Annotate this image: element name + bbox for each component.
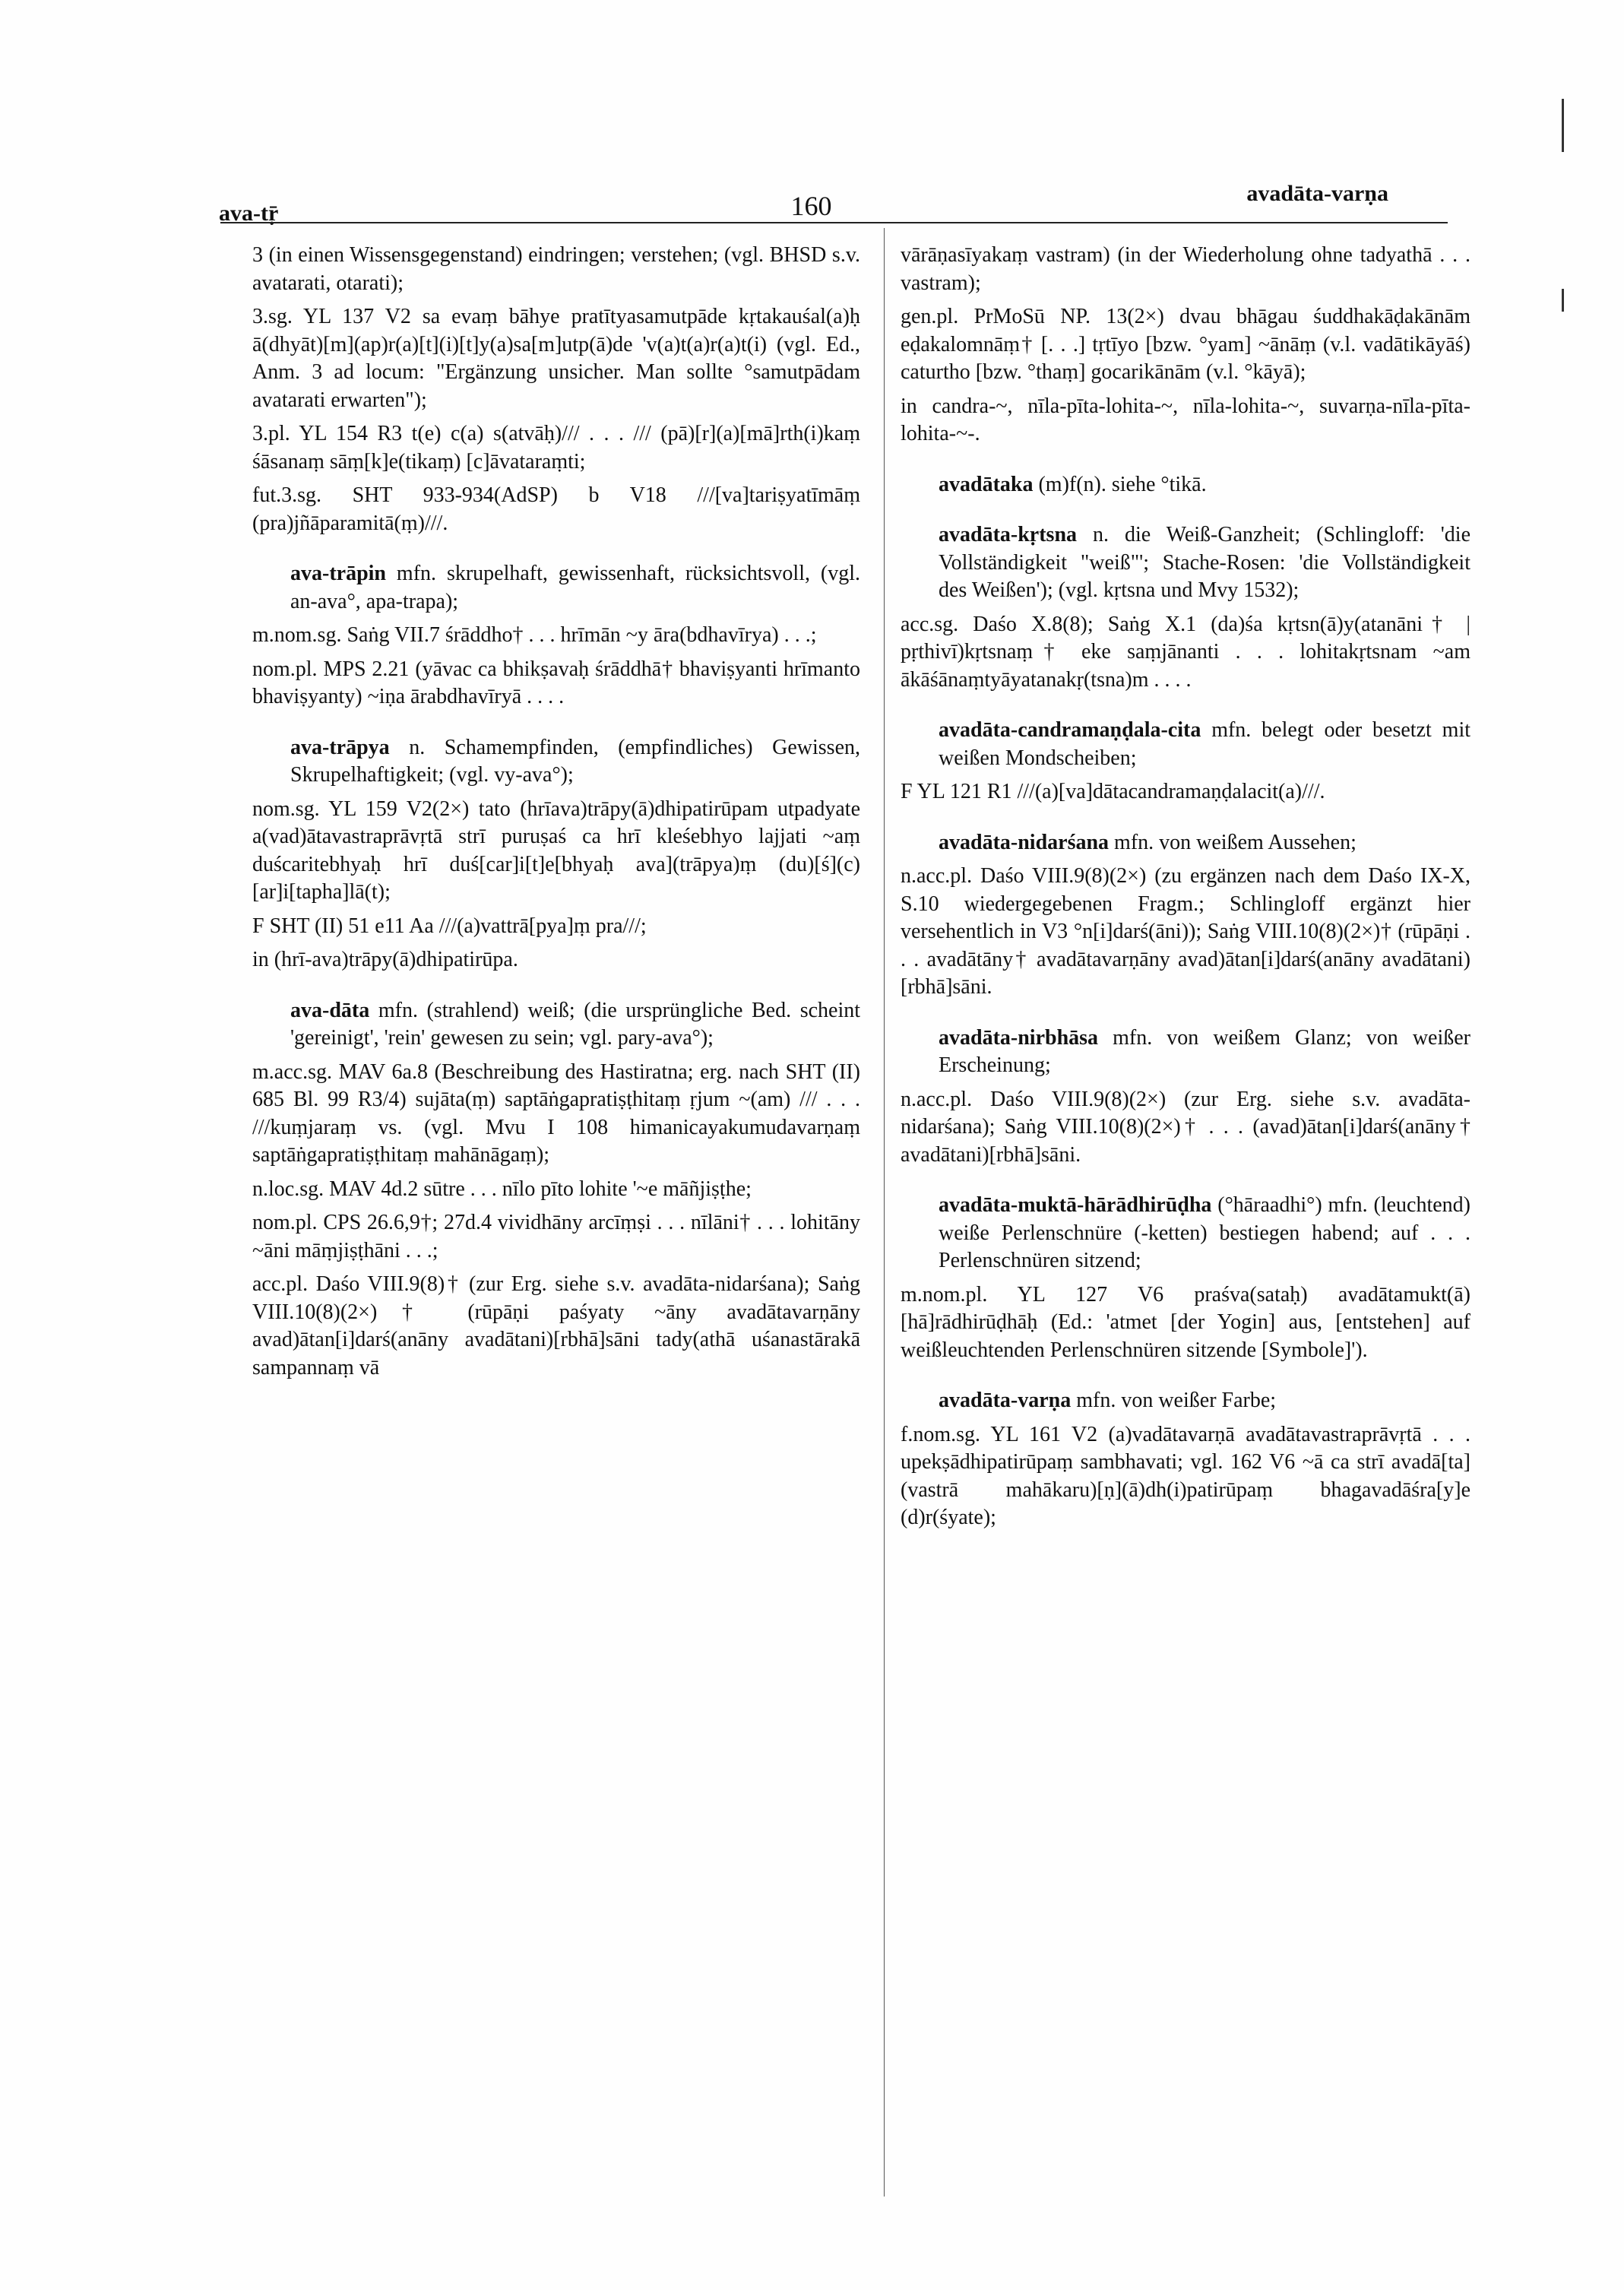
- header-right-catchword: avadāta-varṇa: [1246, 181, 1388, 206]
- lemma: avadāta-varṇa: [939, 1389, 1072, 1412]
- entry-gap: [901, 1008, 1470, 1025]
- dictionary-citation: [901, 863, 1470, 1002]
- entry-text: mfn. (strahlend) weiß; (die ursprüngliche Bed. scheint 'gereinigt', 'rein' gewesen zu sein; vgl. pary-ava°);: [290, 998, 860, 1050]
- lemma: avadāta-candramaṇḍala-cita: [939, 718, 1201, 742]
- dictionary-citation: [252, 303, 860, 414]
- dictionary-entry-head: [901, 521, 1470, 605]
- dictionary-entry-head: [901, 1192, 1470, 1275]
- dictionary-citation: [901, 1086, 1470, 1170]
- page-header: [188, 173, 1434, 226]
- dictionary-entry-head: [252, 560, 860, 616]
- entry-text: m.acc.sg. MAV 6a.8 (Beschreibung des Hastiratna; erg. nach SHT (II) 685 Bl. 99 R3/4) sujāta(ṃ) saptāṅgapratiṣṭhitaṃ ṛjum ~(am) /// . . . ///kuṃjaraṃ vs. (vgl. Mvu I 108 himanicayakumudavarṇaṃ saptāṅgapratiṣṭhitaṃ mahānāgaṃ);: [252, 1059, 860, 1167]
- lemma: avadāta-kṛtsna: [939, 523, 1078, 546]
- margin-mark: [1562, 289, 1564, 312]
- dictionary-citation: [252, 420, 860, 476]
- entry-text: 3.sg. YL 137 V2 sa evaṃ bāhye pratītyasamutpāde kṛtakauśal(a)ḥ ā(dhyāt)[m](ap)r(a)[t](i)[t]y(a)sa[m]utp(ā)de 'v(a)t(a)r(a)t(i) (vgl. Ed., Anm. 3 ad locum: "Ergänzung unsicher. Man sollte °samutpādam avatarati erwarten");: [252, 305, 860, 412]
- column-divider: [884, 228, 885, 2197]
- margin-mark: [1562, 99, 1564, 152]
- entry-text: 3.pl. YL 154 R3 t(e) c(a) s(atvāḥ)/// . . . /// (pā)[r](a)[mā]rth(i)kaṃ śāsanaṃ sāṃ[k]e(tikaṃ) [c]āvataraṃti;: [252, 422, 860, 474]
- dictionary-citation: [252, 242, 860, 297]
- entry-text: n.acc.pl. Daśo VIII.9(8)(2×) (zur Erg. siehe s.v. avadāta-nidarśana); Saṅg VIII.10(8)(2×)† . . . (avad)ātan[i]darś(anāny† avadātani)[rbhā]sāni.: [901, 1087, 1470, 1167]
- entry-gap: [252, 980, 860, 997]
- lemma: avadātaka: [939, 472, 1034, 496]
- dictionary-citation: [252, 796, 860, 907]
- entry-gap: [901, 505, 1470, 521]
- entry-gap: [901, 455, 1470, 471]
- dictionary-entry-head: [901, 1387, 1470, 1415]
- entry-gap: [252, 543, 860, 560]
- lemma: ava-dāta: [290, 998, 370, 1022]
- dictionary-citation: [252, 622, 860, 650]
- entry-text: mfn. von weißem Glanz; von weißer Erscheinung;: [939, 1025, 1471, 1077]
- entry-text: F SHT (II) 51 e11 Aa ///(a)vattrā[pya]ṃ pra///;: [252, 914, 647, 938]
- dictionary-citation: [901, 303, 1470, 387]
- entry-text: m.nom.sg. Saṅg VII.7 śrāddho† . . . hrīmān ~y āra(bdhavīrya) . . .;: [252, 623, 817, 647]
- dictionary-entry-head: [901, 1025, 1470, 1080]
- dictionary-citation: [901, 393, 1470, 448]
- page-number: 160: [790, 191, 832, 221]
- entry-text: fut.3.sg. SHT 933-934(AdSP) b V18 ///[va]tariṣyatīmāṃ (pra)jñāparamitā(ṃ)///.: [252, 483, 860, 535]
- entry-text: vārāṇasīyakaṃ vastram) (in der Wiederholung ohne tadyathā . . . vastram);: [901, 243, 1470, 295]
- dictionary-citation: [252, 1176, 860, 1204]
- dictionary-citation: [252, 656, 860, 711]
- entry-text: (m)f(n). siehe °tikā.: [1038, 472, 1207, 496]
- entry-text: acc.pl. Daśo VIII.9(8)† (zur Erg. siehe s.v. avadāta-nidarśana); Saṅg VIII.10(8)(2×)† (rūpāṇi paśyaty ~āny avadātavarṇāny avad)ātan[i]darś(anāny avadātani)[rbhā]sāni tady(athā uśanastārakā sampannaṃ vā: [252, 1272, 860, 1379]
- entry-text: mfn. von weißer Farbe;: [1076, 1389, 1277, 1412]
- entry-text: gen.pl. PrMoSū NP. 13(2×) dvau bhāgau śuddhakāḍakānām eḍakalomnāṃ† [. . .] tṛtīyo [bzw. °yam] ~ānāṃ (v.l. vadātikāyāś) caturtho [bzw. °thaṃ] gocarikānām (v.l. °kāyā);: [901, 305, 1470, 384]
- left-column: [252, 242, 860, 1388]
- entry-gap: [901, 812, 1470, 829]
- header-rule: [220, 222, 1448, 223]
- entry-text: nom.pl. CPS 26.6,9†; 27d.4 vividhāny arcīṃṣi . . . nīlāni† . . . lohitāny ~āni māṃjiṣṭhāni . . .;: [252, 1211, 860, 1262]
- entry-text: nom.pl. MPS 2.21 (yāvac ca bhikṣavaḥ śrāddhā† bhaviṣyanti hrīmanto bhaviṣyanty) ~iṇa ārabdhavīryā . . . .: [252, 657, 860, 708]
- dictionary-citation: [901, 1281, 1470, 1365]
- entry-text: 3 (in einen Wissensgegenstand) eindringen; verstehen; (vgl. BHSD s.v. avatarati, otarati);: [252, 243, 860, 295]
- right-column: [901, 242, 1470, 1538]
- entry-text: mfn. von weißem Aussehen;: [1114, 830, 1356, 854]
- dictionary-citation: [252, 1059, 860, 1170]
- dictionary-citation: [252, 1271, 860, 1382]
- lemma: avadāta-nirbhāsa: [939, 1025, 1099, 1050]
- entry-text: f.nom.sg. YL 161 V2 (a)vadātavarṇā avadātavastraprāvṛtā . . . upekṣādhipatirūpaṃ sambhavati; vgl. 162 V6 ~ā ca strī avadā[ta](vastrā mahākaru)[ṇ](ā)dh(i)patirūpaṃ bhagavadāśra[y]e (d)r(śyate);: [901, 1422, 1470, 1529]
- lemma: avadāta-nidarśana: [939, 830, 1110, 854]
- entry-text: (°hāraadhi°) mfn. (leuchtend) weiße Perlenschnüre (-ketten) bestiegen habend; auf . . . Perlenschnüren sitzend;: [939, 1193, 1470, 1272]
- entry-text: F YL 121 R1 ///(a)[va]dātacandramaṇḍalacit(a)///.: [901, 780, 1325, 803]
- entry-text: n.acc.pl. Daśo VIII.9(8)(2×) (zu ergänzen nach dem Daśo IX-X, S.10 wiedergegebenen Fragm.; Schlingloff ergänzt hier versehentlich in V3 °n[i]darś(āni)); Saṅg VIII.10(8)(2×)† (rūpāṇi . . . avadātāny† avadātavarṇāny avad)ātan[i]darś(anāny avadātani)[rbhā]sāni.: [901, 864, 1470, 999]
- entry-gap: [252, 717, 860, 734]
- dictionary-entry-head: [901, 829, 1470, 857]
- dictionary-entry-head: [901, 471, 1470, 499]
- entry-gap: [901, 700, 1470, 717]
- entry-text: in candra-~, nīla-pīta-lohita-~, nīla-lohita-~, suvarṇa-nīla-pīta-lohita-~-.: [901, 394, 1470, 445]
- dictionary-citation: [252, 946, 860, 974]
- header-left-catchword: ava-tṝ: [219, 201, 279, 226]
- entry-text: mfn. skrupelhaft, gewissenhaft, rücksichtsvoll, (vgl. an-ava°, apa-trapa);: [290, 562, 861, 613]
- dictionary-citation: [901, 778, 1470, 806]
- entry-text: in (hrī-ava)trāpy(ā)dhipatirūpa.: [252, 948, 518, 971]
- dictionary-citation: [252, 913, 860, 941]
- dictionary-citation: [901, 1421, 1470, 1532]
- lemma: avadāta-muktā-hārādhirūḍha: [939, 1193, 1212, 1217]
- entry-text: acc.sg. Daśo X.8(8); Saṅg X.1 (da)śa kṛtsn(ā)y(atanāni† | pṛthivī)kṛtsnaṃ† eke saṃjānanti . . . lohitakṛtsnam ~am ākāśānaṃtyāyatanakṛ(tsna)m . . . .: [901, 612, 1470, 692]
- entry-text: nom.sg. YL 159 V2(2×) tato (hrīava)trāpy(ā)dhipatirūpam utpadyate a(vad)ātavastraprāvṛtā strī puruṣaś ca hrī kleśebhyo lajjati ~aṃ duścaritebhyaḥ hrī duś[car]i[t]e[bhyaḥ ava](trāpya)ṃ (du)[ś](c)[ar]i[tapha]lā(t);: [252, 797, 860, 904]
- dictionary-citation: [901, 242, 1470, 297]
- dictionary-citation: [252, 482, 860, 537]
- entry-text: m.nom.pl. YL 127 V6 praśva(sataḥ) avadātamukt(ā)[hā]rādhirūḍhāḥ (Ed.: 'atmet [der Yogin] aus, [entstehen] auf weißleuchtenden Perlenschnüren sitzende [Symbole]').: [901, 1282, 1470, 1362]
- dictionary-citation: [901, 611, 1470, 695]
- entry-text: mfn. belegt oder besetzt mit weißen Mondscheiben;: [939, 718, 1470, 770]
- dictionary-entry-head: [901, 717, 1470, 772]
- dictionary-entry-head: [252, 997, 860, 1053]
- entry-text: n. die Weiß-Ganzheit; (Schlingloff: 'die Vollständigkeit "weiß"'; Stache-Rosen: 'die Vollständigkeit des Weißen'); (vgl. kṛtsna und Mvy 1532);: [939, 523, 1470, 602]
- entry-text: n. Schamempfinden, (empfindliches) Gewissen, Skrupelhaftigkeit; (vgl. vy-ava°);: [290, 735, 860, 787]
- dictionary-citation: [252, 1209, 860, 1265]
- entry-text: n.loc.sg. MAV 4d.2 sūtre . . . nīlo pīto lohite '~e māñjiṣṭhe;: [252, 1177, 752, 1201]
- entry-gap: [901, 1370, 1470, 1387]
- entry-gap: [901, 1175, 1470, 1192]
- lemma: ava-trāpya: [290, 735, 390, 759]
- lemma: ava-trāpin: [290, 562, 386, 585]
- dictionary-entry-head: [252, 734, 860, 790]
